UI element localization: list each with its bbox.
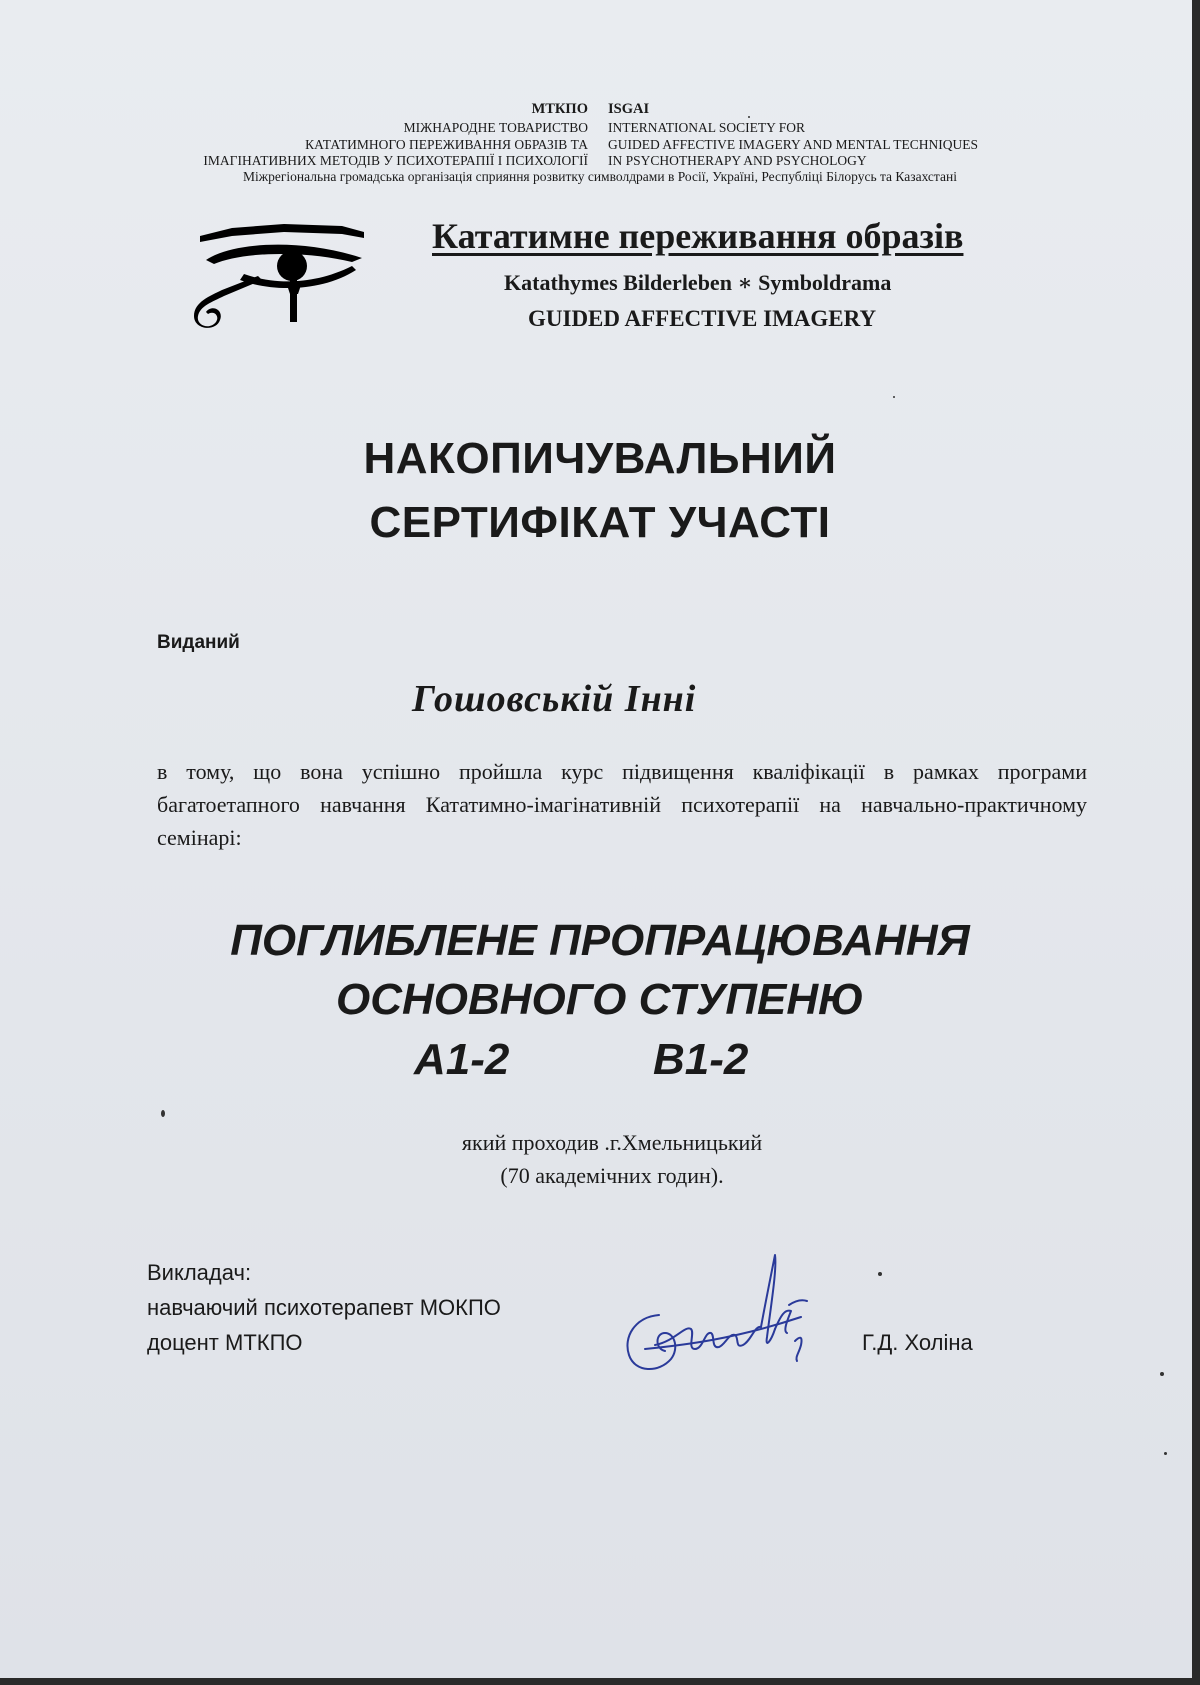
- program-subtitle-en: GUIDED AFFECTIVE IMAGERY: [528, 306, 877, 331]
- certificate-body-text: в тому, що вона успішно пройшла курс підвищення кваліфікації в рамках програми багатоетапного навчання Кататимно-імагінативній психотерапії на навчально-практичному семінарі:: [157, 759, 1087, 850]
- certificate-title-line1: НАКОПИЧУВАЛЬНИЙ: [363, 434, 837, 483]
- scan-speck: [878, 1272, 882, 1276]
- header-right-line1: INTERNATIONAL SOCIETY FOR: [608, 120, 805, 135]
- scan-speck: [161, 1110, 165, 1117]
- seminar-title-line1: ПОГЛИБЛЕНЕ ПРОПРАЦЮВАННЯ: [230, 916, 970, 965]
- header-left-line3: ІМАГІНАТИВНИХ МЕТОДІВ У ПСИХОТЕРАПІЇ І ПСИХОЛОГІЇ: [203, 153, 588, 168]
- teacher-position1: навчаючий психотерапевт МОКПО: [147, 1295, 501, 1320]
- header-right-line2: GUIDED AFFECTIVE IMAGERY AND MENTAL TECHNIQUES: [608, 137, 979, 152]
- seminar-location: який проходив .г.Хмельницький: [461, 1130, 763, 1155]
- header-left-abbr: МТКПО: [531, 101, 588, 117]
- header-left-line1: МІЖНАРОДНЕ ТОВАРИСТВО: [403, 120, 588, 135]
- level-a: А1-2: [414, 1035, 510, 1084]
- header-right-abbr: ISGAI: [608, 101, 650, 117]
- scan-speck: [1160, 1372, 1164, 1376]
- scan-speck: [748, 116, 750, 118]
- teacher-name: Г.Д. Холіна: [862, 1330, 973, 1355]
- seminar-title-line2: ОСНОВНОГО СТУПЕНЮ: [335, 975, 865, 1024]
- signature-image: [615, 1245, 825, 1385]
- program-subtitle-de: Katathymes Bilderleben ∗ Symboldrama: [504, 270, 892, 295]
- eye-of-horus-icon: [192, 222, 372, 332]
- header-left-line2: КАТАТИМНОГО ПЕРЕЖИВАННЯ ОБРАЗІВ ТА: [305, 137, 588, 152]
- header-right-line3: IN PSYCHOTHERAPY AND PSYCHOLOGY: [608, 153, 867, 168]
- scan-speck: [1164, 1452, 1167, 1455]
- region-line: Міжрегіональна громадська організація сприяння розвитку символдрами в Росії, Україні, Республіці Білорусь та Казахстані: [243, 169, 957, 184]
- level-b: В1-2: [653, 1035, 749, 1084]
- program-title: Кататимне переживання образів: [432, 216, 964, 256]
- issued-label: Виданий: [157, 632, 240, 653]
- teacher-position2: доцент МТКПО: [147, 1330, 303, 1355]
- recipient-name: Гошовській Інні: [412, 678, 697, 720]
- scan-speck: [893, 396, 895, 398]
- certificate-title-line2: СЕРТИФІКАТ УЧАСТІ: [369, 498, 831, 547]
- teacher-label: Викладач:: [147, 1260, 252, 1285]
- seminar-hours: (70 академічних годин).: [500, 1163, 724, 1188]
